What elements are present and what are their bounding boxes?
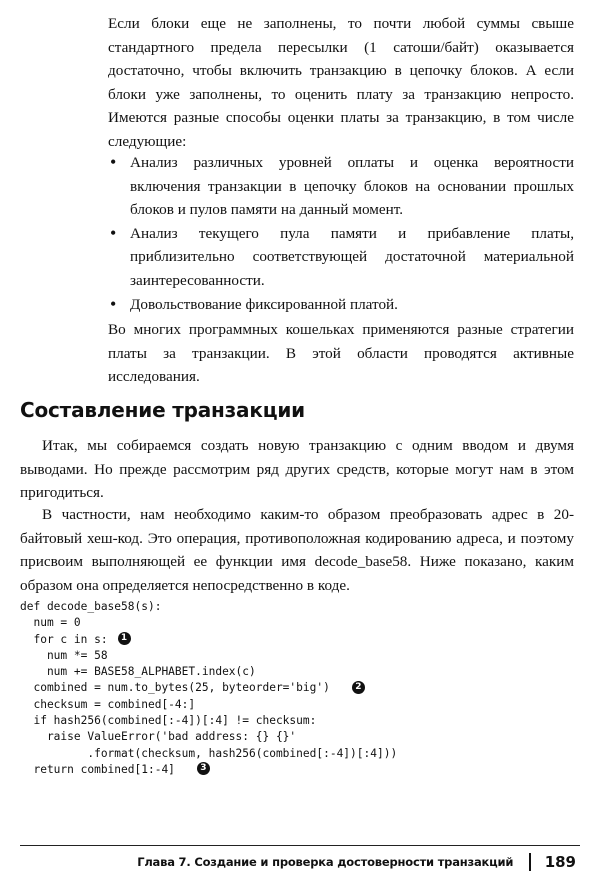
page-footer xyxy=(20,853,576,871)
wallet-strategies-paragraph: Во многих программных кошельках применяются разные стратегии платы за транзакции. В этой области проводятся активные исследования. xyxy=(108,321,574,386)
callout-marker-3: 3 xyxy=(197,762,210,775)
chapter-title: Глава 7. Создание и проверка достоверности транзакций xyxy=(137,855,514,869)
section-paragraph-2: В частности, нам необходимо каким-то образом преобразовать адрес в 20-байтовый хеш-код. Это операция, противоположная кодированию адреса, и поэтому присвоим выполняющей ее функции имя decode_base58. Ниже показано, каким образом она определяется непосредственно в коде. xyxy=(20,506,574,594)
fee-methods-list xyxy=(108,151,574,316)
callout-marker-2: 2 xyxy=(352,681,365,694)
footer-rule xyxy=(20,845,580,846)
code-listing xyxy=(20,599,397,778)
code-line: for c in s: 1 xyxy=(20,632,397,648)
code-line: .format(checksum, hash256(combined[:-4])[:4])) xyxy=(20,746,398,760)
code-line: num += BASE58_ALPHABET.index(c) xyxy=(20,665,256,679)
footer-separator xyxy=(529,853,531,871)
code-line: combined = num.to_bytes(25, byteorder='big') 2 xyxy=(20,680,397,696)
code-line: return combined[1:-4] 3 xyxy=(20,762,397,778)
code-line: raise ValueError('bad address: {} {}' xyxy=(20,730,297,744)
list-item: • Довольствование фиксированной платой. xyxy=(108,293,574,317)
code-line: num = 0 xyxy=(20,616,81,630)
code-line: num *= 58 xyxy=(20,648,108,662)
list-item: • Анализ текущего пула памяти и прибавление платы, приблизительно соответствующей достаточной материальной заинтересованности. xyxy=(108,222,574,293)
section-paragraph-1: Итак, мы собираемся создать новую транзакцию с одним вводом и двумя выводами. Но прежде рассмотрим ряд других средств, которые могут нам в этом пригодиться. xyxy=(20,437,574,502)
code-line: checksum = combined[-4:] xyxy=(20,697,196,711)
intro-paragraph: Если блоки еще не заполнены, то почти любой суммы свыше стандартного предела пересылки (1 сатоши/байт) оказывается достаточно, чтобы включить транзакцию в цепочку блоков. А если блоки уже заполнены, то оценить плату за транзакцию непросто. Имеются разные способы оценки платы за транзакцию, в том числе следующие: xyxy=(108,15,574,150)
callout-marker-1: 1 xyxy=(118,632,131,645)
code-line: def decode_base58(s): xyxy=(20,600,162,613)
page-number: 189 xyxy=(544,853,576,871)
list-item: • Анализ различных уровней оплаты и оценка вероятности включения транзакции в цепочку блоков на основании прошлых блоков и пулов памяти на данный момент. xyxy=(108,151,574,222)
code-line: if hash256(combined[:-4])[:4] != checksum: xyxy=(20,714,317,728)
section-heading: Составление транзакции xyxy=(20,398,305,422)
